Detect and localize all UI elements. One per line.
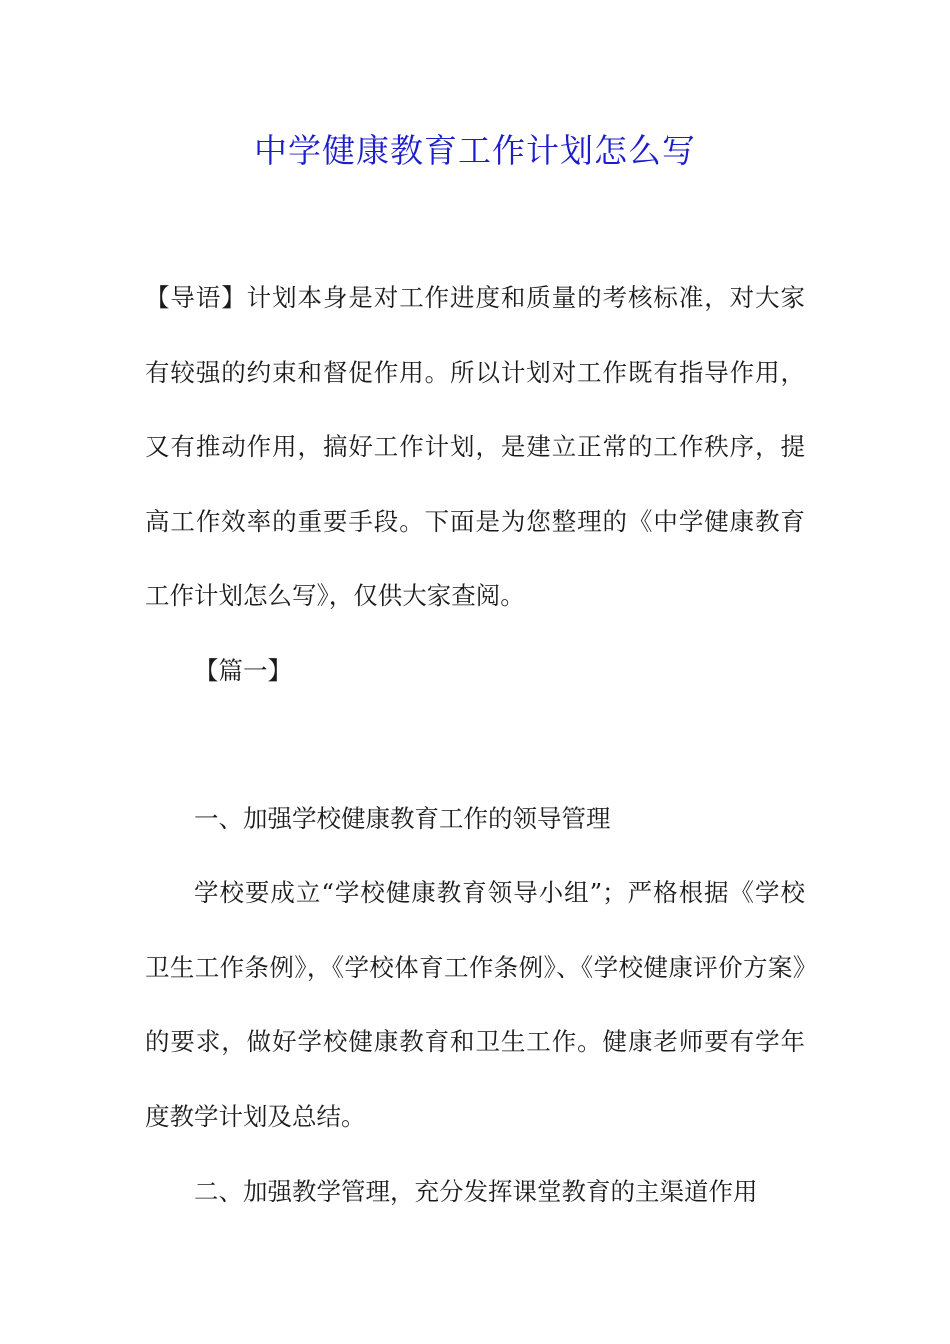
section-label: 【篇一】 <box>194 656 292 685</box>
intro-paragraph: 【导语】计划本身是对工作进度和质量的考核标准，对大家有较强的约束和督促作用。所以计划对工作既有指导作用，又有推动作用，搞好工作计划，是建立正常的工作秩序，提高工作效率的重要手段。下面是为您整理的《中学健康教育工作计划怎么写》，仅供大家查阅。 <box>145 283 805 610</box>
section-heading-1: 一、加强学校健康教育工作的领导管理 <box>194 804 611 833</box>
document-title: 中学健康教育工作计划怎么写 <box>254 131 696 170</box>
body-paragraph-1: 学校要成立“学校健康教育领导小组”；严格根据《学校卫生工作条例》，《学校体育工作条例》、《学校健康评价方案》的要求，做好学校健康教育和卫生工作。健康老师要有学年度教学计划及总结。 <box>145 878 805 1131</box>
section-heading-2: 二、加强教学管理，充分发挥课堂教育的主渠道作用 <box>194 1177 758 1206</box>
